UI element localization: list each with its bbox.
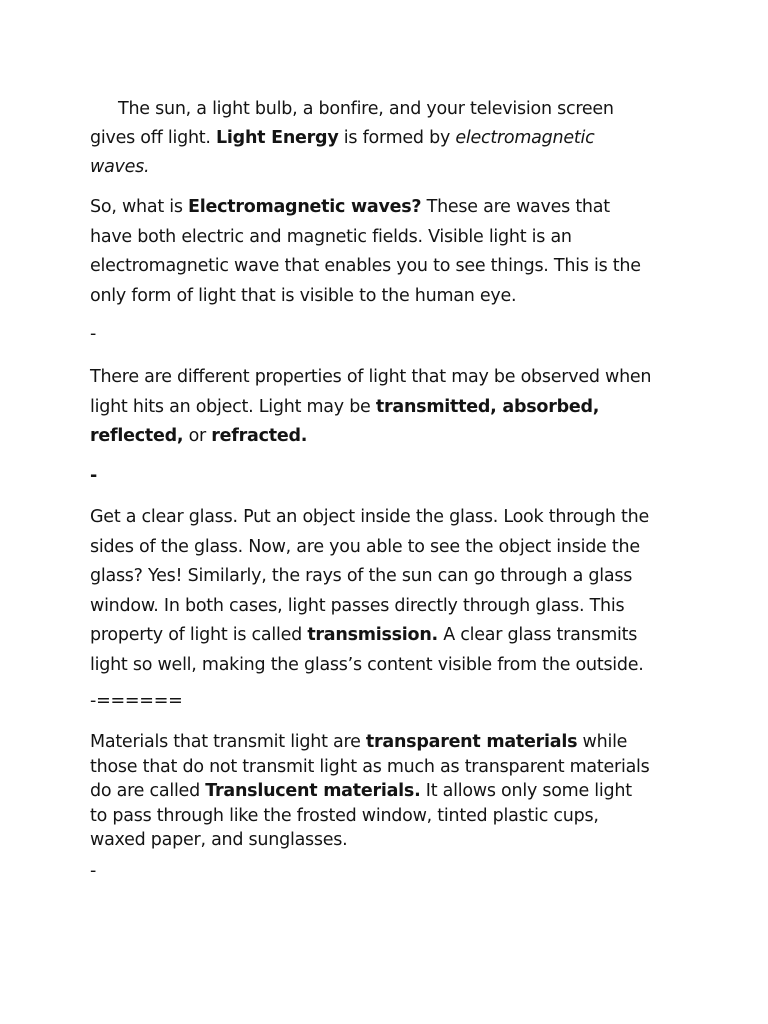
bold-term: Light Energy — [216, 128, 339, 148]
text-line — [90, 124, 690, 153]
text-line — [90, 730, 690, 755]
paragraph-light-sources — [90, 95, 690, 182]
bold-term: refracted. — [211, 426, 308, 446]
bold-term: reflected, — [90, 426, 184, 446]
text-line — [90, 422, 690, 452]
italic-term: electromagnetic — [455, 128, 595, 148]
text-run: light hits an object. Light may be — [90, 396, 376, 417]
text-run: Materials that transmit light are — [90, 732, 366, 752]
paragraph-electromagnetic-waves — [90, 193, 690, 311]
paragraph-properties-of-light — [90, 363, 690, 452]
text-run: while — [577, 732, 628, 752]
text-line: electromagnetic wave that enables you to see things. This is the — [90, 256, 641, 276]
italic-term: waves. — [90, 157, 150, 177]
paragraph-transparent-translucent — [90, 730, 690, 853]
bold-term: transmission. — [307, 625, 438, 645]
text-line — [90, 95, 690, 124]
text-run: So, what is — [90, 197, 189, 217]
text-run: gives off light. — [90, 128, 217, 148]
text-line: those that do not transmit light as much as transparent materials — [90, 756, 650, 777]
separator: - — [90, 324, 97, 344]
text-line — [90, 779, 690, 804]
text-line: have both electric and magnetic fields. Visible light is an — [90, 226, 572, 247]
text-line: Get a clear glass. Put an object inside the glass. Look through the — [90, 507, 650, 527]
text-line: only form of light that is visible to the human eye. — [90, 285, 517, 306]
separator: - — [90, 861, 97, 881]
text-line: to pass through like the frosted window, tinted plastic cups, — [90, 805, 599, 826]
text-line: waxed paper, and sunglasses. — [90, 830, 348, 850]
text-run: or — [183, 426, 212, 446]
bold-term: transmitted, absorbed, — [375, 396, 600, 417]
text-line — [90, 621, 690, 651]
text-line: window. In both cases, light passes directly through glass. This — [90, 595, 625, 616]
bold-term: Translucent materials. — [205, 781, 421, 801]
text-line: sides of the glass. Now, are you able to see the object inside the — [90, 536, 640, 557]
bold-term: Electromagnetic waves? — [188, 197, 422, 217]
text-run: The sun, a light bulb, a bonfire, and your television screen — [118, 99, 614, 119]
paragraph-transmission — [90, 503, 690, 680]
text-run: do are called — [90, 781, 206, 801]
text-line: glass? Yes! Similarly, the rays of the sun can go through a glass — [90, 566, 633, 586]
text-run: property of light is called — [90, 625, 308, 645]
text-line: There are different properties of light that may be observed when — [90, 367, 652, 387]
separator: -====== — [90, 691, 183, 711]
text-line — [90, 153, 690, 182]
text-line — [90, 193, 690, 223]
separator: - — [90, 466, 98, 486]
text-run: A clear glass transmits — [437, 625, 638, 645]
bold-term: transparent materials — [365, 732, 578, 752]
text-line — [90, 393, 690, 423]
text-run: It allows only some light — [420, 781, 632, 801]
text-line: light so well, making the glass’s content visible from the outside. — [90, 654, 644, 675]
text-run: These are waves that — [421, 197, 610, 217]
text-run: is formed by — [338, 128, 456, 148]
